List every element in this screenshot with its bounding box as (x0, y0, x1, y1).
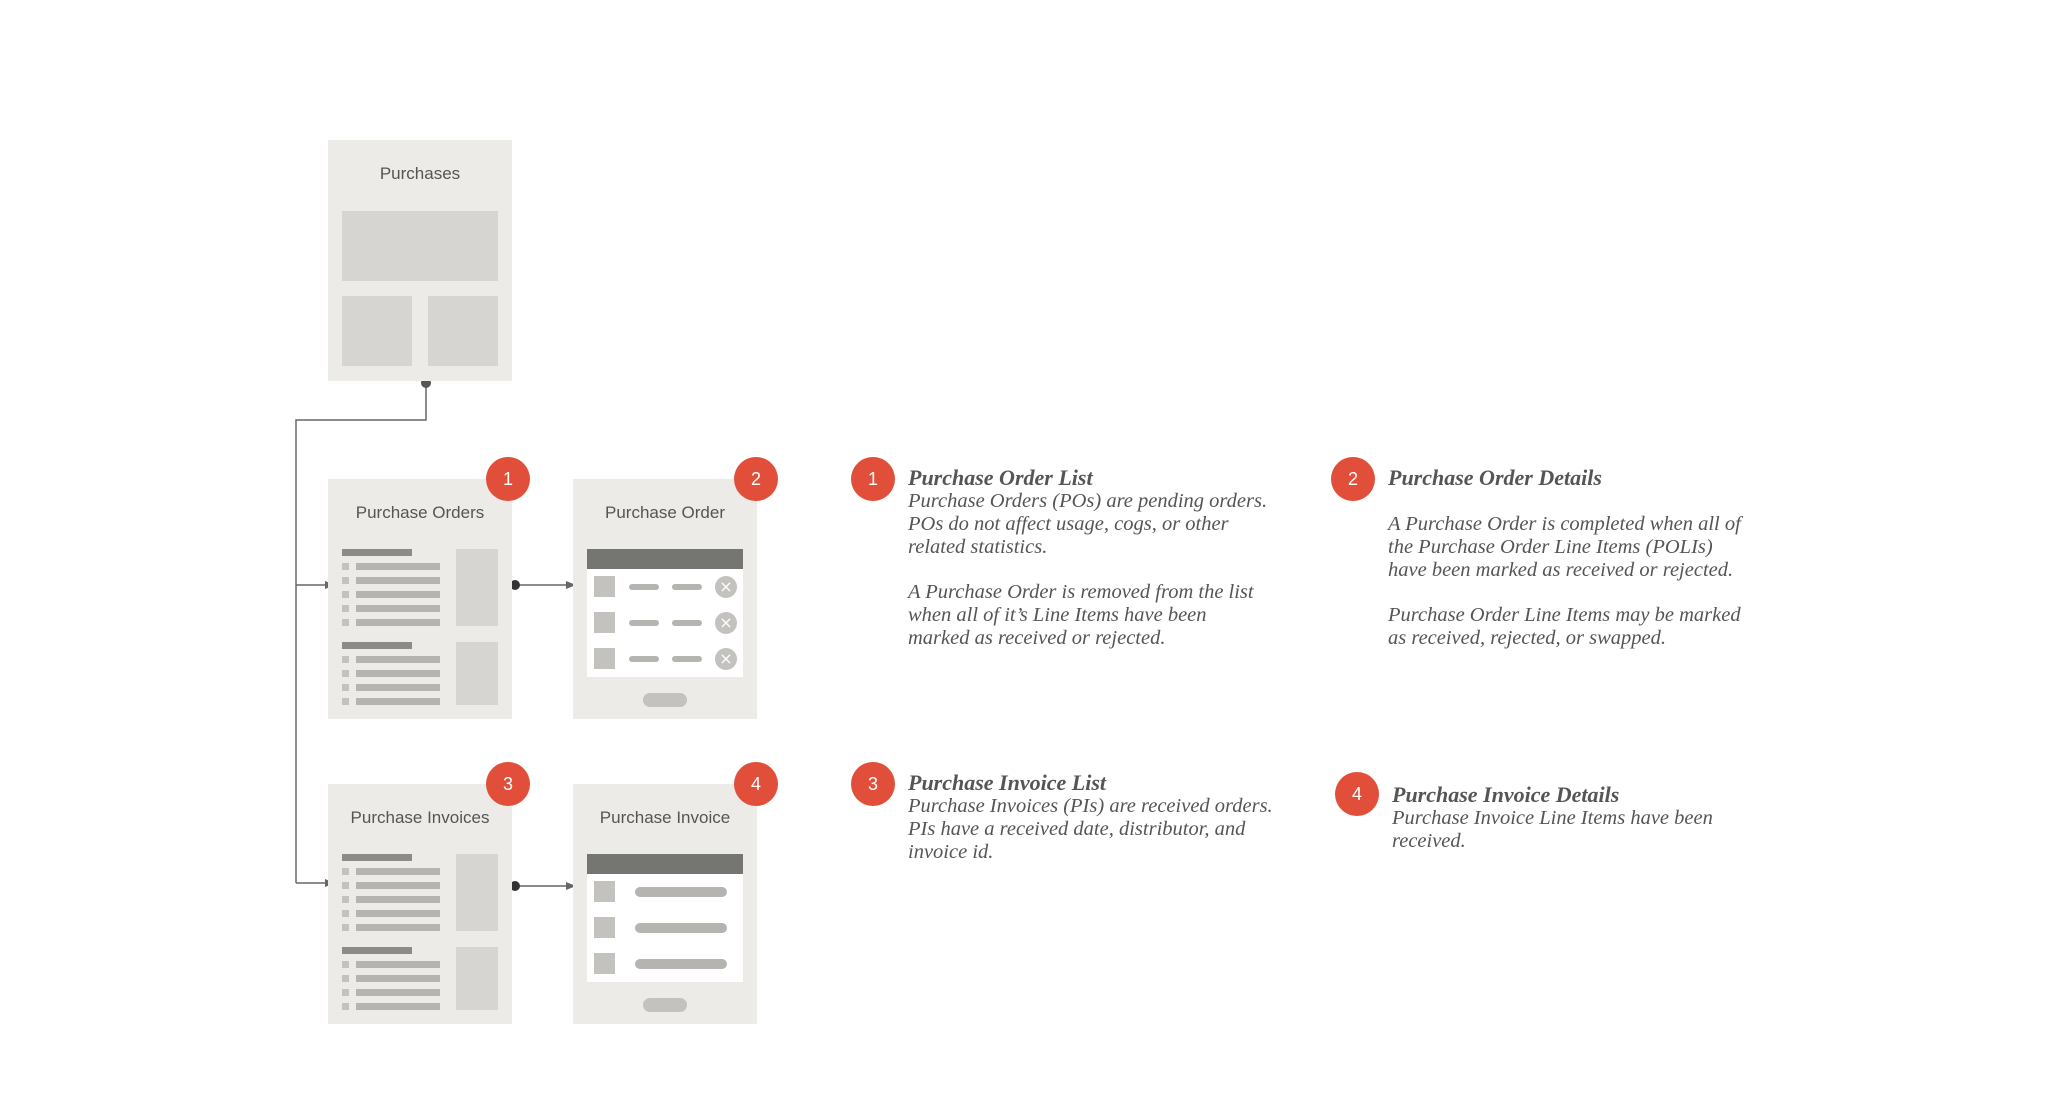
purchase-invoice-screen-title: Purchase Invoice (599, 808, 731, 827)
list-bullet (342, 989, 349, 996)
note-body-1-paragraph-2: A Purchase Order is removed from the list when all of it’s Line Items have been marked as received or rejected. (908, 581, 1254, 649)
list-bullet (342, 868, 349, 875)
list-bullet (342, 698, 349, 705)
list-bullet (342, 910, 349, 917)
arrow-orders-to-order (510, 580, 575, 590)
invoice-group-header (342, 947, 412, 954)
invoice-group-thumbnail (456, 854, 498, 931)
line-item-field (635, 887, 727, 897)
list-line (356, 656, 440, 663)
line-item-field (629, 620, 659, 626)
arrow-invoices-to-invoice (510, 881, 575, 891)
line-item-thumbnail (594, 953, 615, 974)
step-badge-2: 2 (734, 457, 778, 501)
list-bullet (342, 619, 349, 626)
line-item-thumbnail (594, 917, 615, 938)
line-item-field (672, 584, 702, 590)
purchases-invoices-tile (428, 296, 498, 366)
order-group-header (342, 642, 412, 649)
list-line (356, 896, 440, 903)
order-group-header (342, 549, 412, 556)
order-line-item[interactable] (587, 605, 743, 641)
list-bullet (342, 591, 349, 598)
line-item-field (629, 656, 659, 662)
note-body-2-paragraph-2: Purchase Order Line Items may be marked as received, rejected, or swapped. (1388, 604, 1741, 649)
list-bullet (342, 924, 349, 931)
purchases-screen-title: Purchases (379, 164, 461, 183)
list-line (356, 591, 440, 598)
note-body-3-paragraph-1: Purchase Invoices (PIs) are received orders. PIs have a received date, distributor, and invoice id. (908, 795, 1273, 863)
step-badge-1: 1 (486, 457, 530, 501)
invoice-line-item[interactable] (587, 946, 743, 982)
line-item-thumbnail (594, 648, 615, 669)
list-bullet (342, 563, 349, 570)
purchase-invoice-screen[interactable] (573, 784, 757, 1024)
purchases-orders-tile (342, 296, 412, 366)
invoice-group-header (342, 854, 412, 861)
list-line (356, 924, 440, 931)
list-bullet (342, 1003, 349, 1010)
list-line (356, 868, 440, 875)
note-body-4-paragraph-1: Purchase Invoice Line Items have been received. (1392, 807, 1713, 852)
order-line-item[interactable] (587, 569, 743, 605)
list-bullet (342, 605, 349, 612)
invoice-table-header (587, 854, 743, 874)
list-bullet (342, 656, 349, 663)
list-line (356, 1003, 440, 1010)
list-line (356, 577, 440, 584)
note-badge-1: 1 (851, 457, 895, 501)
list-line (356, 619, 440, 626)
remove-line-item-icon[interactable]: × (715, 576, 737, 598)
note-badge-4: 4 (1335, 772, 1379, 816)
list-line (356, 605, 440, 612)
note-body-2-paragraph-1: A Purchase Order is completed when all of the Purchase Order Line Items (POLIs) have been marked as received or rejected. (1388, 513, 1741, 581)
note-badge-3: 3 (851, 762, 895, 806)
note-title-2: Purchase Order Details (1388, 465, 1602, 490)
list-bullet (342, 882, 349, 889)
invoice-line-item[interactable] (587, 874, 743, 910)
list-bullet (342, 684, 349, 691)
note-badge-2: 2 (1331, 457, 1375, 501)
list-bullet (342, 577, 349, 584)
invoice-line-item[interactable] (587, 910, 743, 946)
order-table-header (587, 549, 743, 569)
line-item-thumbnail (594, 881, 615, 902)
note-body-1-paragraph-1: Purchase Orders (POs) are pending orders. POs do not affect usage, cogs, or other related statistics. (908, 490, 1268, 558)
order-line-item[interactable] (587, 641, 743, 677)
invoice-group-thumbnail (456, 947, 498, 1010)
line-item-thumbnail (594, 576, 615, 597)
note-title-4: Purchase Invoice Details (1392, 782, 1620, 807)
line-item-field (629, 584, 659, 590)
order-group-thumbnail (456, 642, 498, 705)
list-bullet (342, 896, 349, 903)
line-item-field (635, 923, 727, 933)
list-line (356, 910, 440, 917)
step-badge-3: 3 (486, 762, 530, 806)
line-item-field (672, 620, 702, 626)
purchase-order-screen-title: Purchase Order (605, 503, 725, 522)
list-line (356, 698, 440, 705)
line-item-field (635, 959, 727, 969)
order-submit-button[interactable] (643, 693, 687, 707)
list-line (356, 961, 440, 968)
note-title-3: Purchase Invoice List (908, 770, 1106, 795)
purchase-orders-screen-title: Purchase Orders (355, 503, 485, 522)
list-bullet (342, 975, 349, 982)
invoice-submit-button[interactable] (643, 998, 687, 1012)
note-title-1: Purchase Order List (908, 465, 1093, 490)
purchase-orders-screen[interactable] (328, 479, 512, 719)
purchases-screen[interactable] (328, 140, 512, 381)
list-line (356, 563, 440, 570)
list-line (356, 684, 440, 691)
order-group-thumbnail (456, 549, 498, 626)
remove-line-item-icon[interactable]: × (715, 648, 737, 670)
list-line (356, 989, 440, 996)
remove-line-item-icon[interactable]: × (715, 612, 737, 634)
list-bullet (342, 670, 349, 677)
step-badge-4: 4 (734, 762, 778, 806)
purchases-summary-placeholder (342, 211, 498, 281)
purchase-invoices-screen[interactable] (328, 784, 512, 1024)
list-bullet (342, 961, 349, 968)
list-line (356, 975, 440, 982)
list-line (356, 882, 440, 889)
list-line (356, 670, 440, 677)
purchase-order-screen[interactable] (573, 479, 757, 719)
line-item-thumbnail (594, 612, 615, 633)
purchase-invoices-screen-title: Purchase Invoices (350, 808, 490, 827)
line-item-field (672, 656, 702, 662)
